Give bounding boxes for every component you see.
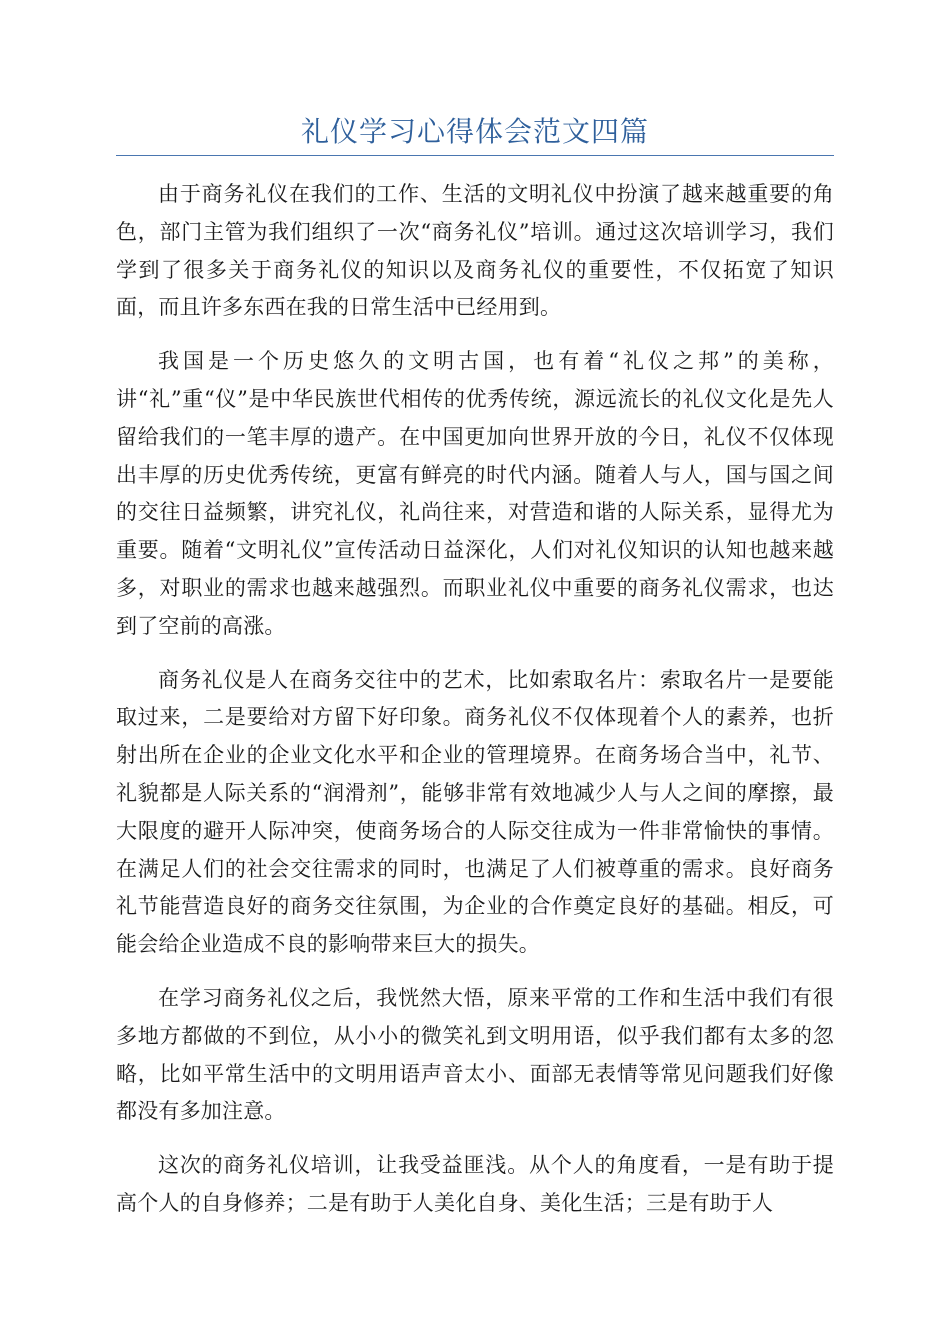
paragraph-4: 在学习商务礼仪之后，我恍然大悟，原来平常的工作和生活中我们有很多地方都做的不到位，从小小的微笑礼到文明用语，似乎我们都有太多的忽略，比如平常生活中的文明用语声音太小、面部无表情等常见问题我们好像都没有多加注意。 bbox=[116, 985, 834, 1124]
document-title: 礼仪学习心得体会范文四篇 bbox=[300, 115, 649, 148]
paragraph-1: 由于商务礼仪在我们的工作、生活的文明礼仪中扮演了越来越重要的角色，部门主管为我们组织了一次“商务礼仪”培训。通过这次培训学习，我们学到了很多关于商务礼仪的知识以及商务礼仪的重要性，不仅拓宽了知识面，而且许多东西在我的日常生活中已经用到。 bbox=[116, 182, 834, 320]
document-body bbox=[116, 176, 834, 1239]
paragraph-3: 商务礼仪是人在商务交往中的艺术，比如索取名片：索取名片一是要能取过来，二是要给对方留下好印象。商务礼仪不仅体现着个人的素养，也折射出所在企业的企业文化水平和企业的管理境界。在商务场合当中，礼节、礼貌都是人际关系的“润滑剂”，能够非常有效地减少人与人之间的摩擦，最大限度的避开人际冲突，使商务场合的人际交往成为一件非常愉快的事情。在满足人们的社会交往需求的同时，也满足了人们被尊重的需求。良好商务礼节能营造良好的商务交往氛围，为企业的合作奠定良好的基础。相反，可能会给企业造成不良的影响带来巨大的损失。 bbox=[116, 667, 834, 957]
title-underline bbox=[116, 155, 834, 156]
paragraph-2: 我国是一个历史悠久的文明古国，也有着“礼仪之邦”的美称，讲“礼”重“仪”是中华民族世代相传的优秀传统，源远流长的礼仪文化是先人留给我们的一笔丰厚的遗产。在中国更加向世界开放的今日，礼仪不仅体现出丰厚的历史优秀传统，更富有鲜亮的时代内涵。随着人与人，国与国之间的交往日益频繁，讲究礼仪，礼尚往来，对营造和谐的人际关系，显得尤为重要。随着“文明礼仪”宣传活动日益深化，人们对礼仪知识的认知也越来越多，对职业的需求也越来越强烈。而职业礼仪中重要的商务礼仪需求，也达到了空前的高涨。 bbox=[116, 349, 834, 638]
paragraph-5: 这次的商务礼仪培训，让我受益匪浅。从个人的角度看，一是有助于提高个人的自身修养；二是有助于人美化自身、美化生活；三是有助于人 bbox=[116, 1153, 834, 1215]
